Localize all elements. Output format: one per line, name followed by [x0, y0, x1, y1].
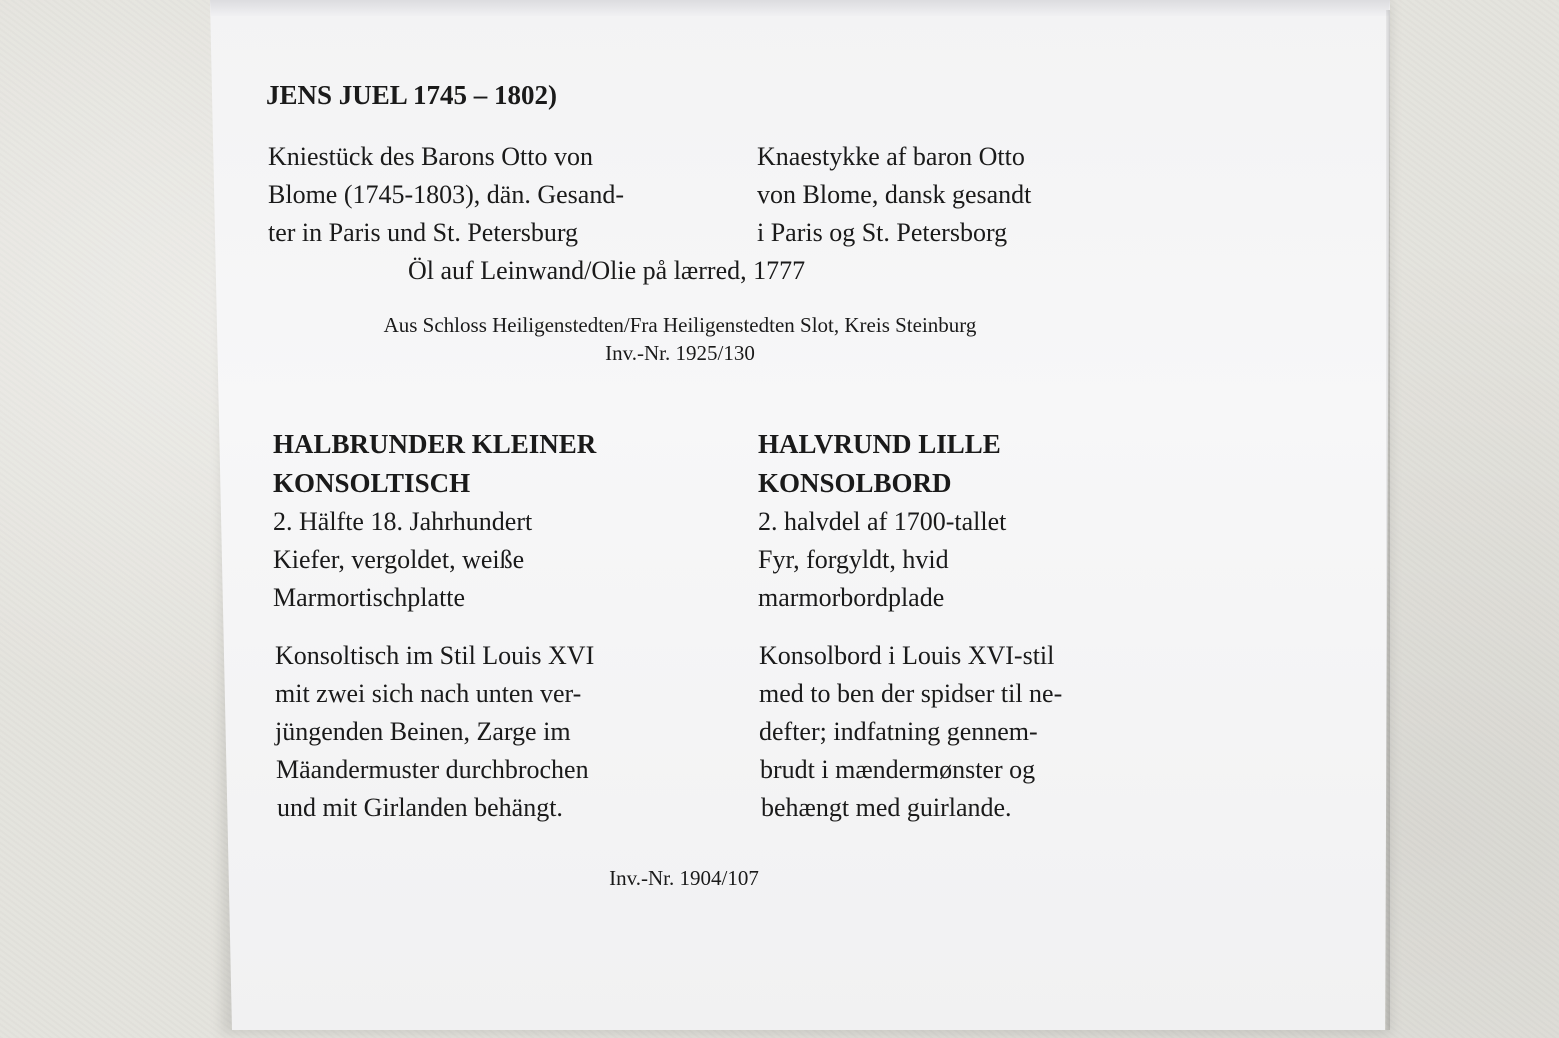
painting-title-da-line-3: i Paris og St. Petersborg [757, 218, 1008, 247]
table-title-de-line-1: HALBRUNDER KLEINER [273, 429, 597, 459]
painting-title-da-line-2: von Blome, dansk gesandt [757, 180, 1032, 209]
table-detail-de-line-3: Marmortischplatte [273, 583, 466, 612]
table-title-da-line-1: HALVRUND LILLE [758, 429, 1001, 459]
table-detail-da-line-3: marmorbordplade [758, 583, 945, 612]
table-description-de-line-3: jüngenden Beinen, Zarge im [275, 717, 571, 746]
card-top-edge [210, 0, 1390, 16]
table-description-da-line-2: med to ben der spidser til ne- [759, 679, 1063, 708]
table-detail-da-line-2: Fyr, forgyldt, hvid [758, 545, 949, 574]
painting-title-da-line-1: Knaestykke af baron Otto [757, 142, 1025, 171]
painting-provenance: Aus Schloss Heiligenstedten/Fra Heiligenstedten Slot, Kreis Steinburg [383, 313, 977, 337]
table-detail-de-line-2: Kiefer, vergoldet, weiße [273, 545, 525, 574]
painting-title-de-line-2: Blome (1745-1803), dän. Gesand- [268, 180, 624, 209]
table-detail-de-line-1: 2. Hälfte 18. Jahrhundert [273, 507, 533, 536]
table-description-de-line-1: Konsoltisch im Stil Louis XVI [275, 641, 595, 670]
table-description-da-line-3: defter; indfatning gennem- [759, 717, 1038, 746]
table-description-de-line-4: Mäandermuster durchbrochen [276, 755, 589, 784]
painting-title-de-line-1: Kniestück des Barons Otto von [268, 142, 593, 171]
table-description-de-line-5: und mit Girlanden behängt. [277, 793, 563, 822]
artist-heading: JENS JUEL 1745 – 1802) [266, 80, 558, 110]
table-title-de-line-2: KONSOLTISCH [273, 468, 471, 498]
painting-inventory-number: Inv.-Nr. 1925/130 [605, 341, 755, 365]
table-title-da-line-2: KONSOLBORD [758, 468, 952, 498]
painting-title-de-line-3: ter in Paris und St. Petersburg [268, 218, 579, 247]
table-description-da-line-1: Konsolbord i Louis XVI-stil [759, 641, 1055, 670]
painting-medium-date: Öl auf Leinwand/Olie på lærred, 1777 [408, 256, 806, 285]
table-description-de-line-2: mit zwei sich nach unten ver- [275, 679, 582, 708]
card-right-edge [1386, 10, 1390, 1030]
table-description-da-line-4: brudt i mændermønster og [760, 755, 1036, 784]
table-description-da-line-5: behængt med guirlande. [761, 793, 1012, 822]
table-inventory-number: Inv.-Nr. 1904/107 [609, 866, 759, 890]
table-detail-da-line-1: 2. halvdel af 1700-tallet [758, 507, 1007, 536]
